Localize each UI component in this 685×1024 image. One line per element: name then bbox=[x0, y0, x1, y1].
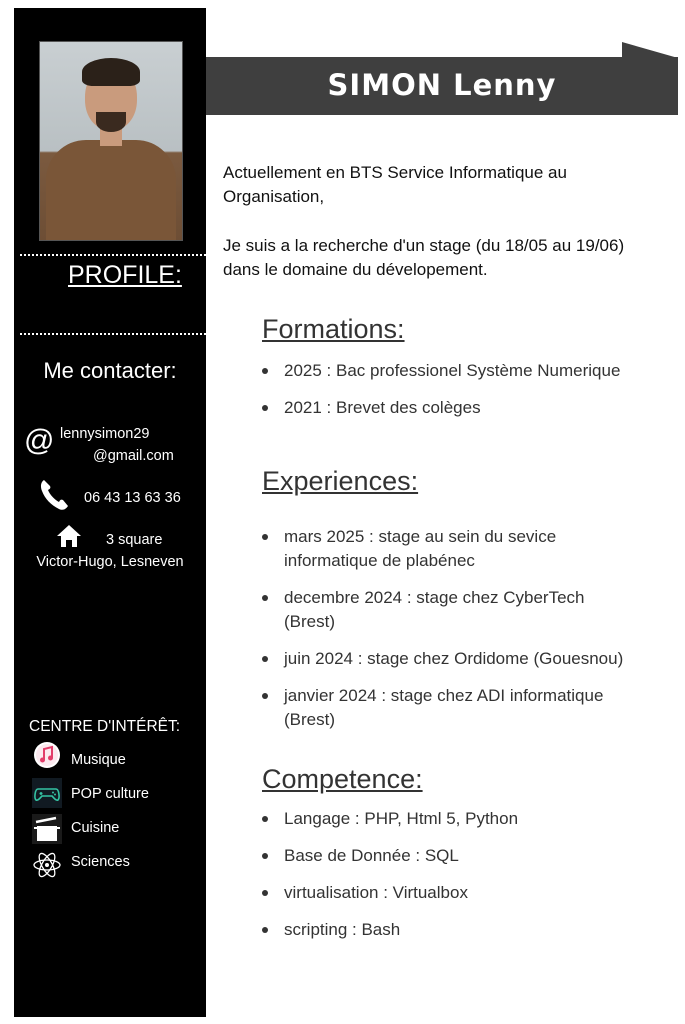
experience-line: informatique de plabénec bbox=[284, 551, 475, 570]
email-line-1: lennysimon29 bbox=[60, 426, 150, 442]
cooking-pot-icon bbox=[32, 814, 62, 844]
dotted-divider bbox=[20, 333, 206, 335]
banner-fold-tab bbox=[622, 42, 678, 58]
experience-line: (Brest) bbox=[284, 612, 335, 631]
competence-list bbox=[262, 807, 662, 942]
experiences-list bbox=[262, 525, 662, 732]
list-item bbox=[262, 647, 662, 671]
list-item: virtualisation : Virtualbox bbox=[262, 881, 662, 905]
experience-line: janvier 2024 : stage chez ADI informatique bbox=[284, 686, 604, 705]
interest-item: Cuisine bbox=[71, 820, 120, 836]
experiences-heading: Experiences: bbox=[262, 466, 419, 496]
home-icon bbox=[56, 524, 82, 548]
profile-heading: PROFILE: bbox=[68, 261, 182, 289]
profile-photo bbox=[39, 41, 183, 241]
experience-line: decembre 2024 : stage chez CyberTech bbox=[284, 588, 585, 607]
contact-heading: Me contacter: bbox=[43, 358, 177, 383]
experience-line: mars 2025 : stage au sein du sevice bbox=[284, 527, 557, 546]
list-item bbox=[262, 525, 662, 573]
formations-heading: Formations: bbox=[262, 314, 405, 344]
phone-icon bbox=[38, 476, 70, 512]
formations-list bbox=[262, 359, 662, 420]
list-item: Base de Donnée : SQL bbox=[262, 844, 662, 868]
interest-item: Sciences bbox=[71, 854, 130, 870]
phone-number: 06 43 13 63 36 bbox=[84, 490, 181, 506]
music-icon bbox=[32, 740, 62, 770]
list-item: 2021 : Brevet des colèges bbox=[262, 396, 662, 420]
list-item bbox=[262, 586, 662, 634]
interest-item: Musique bbox=[71, 752, 126, 768]
address-line-1: 3 square bbox=[106, 532, 163, 548]
gamepad-icon bbox=[32, 778, 62, 808]
competence-heading: Competence: bbox=[262, 764, 423, 794]
intro-line: Organisation, bbox=[223, 187, 325, 206]
address-line-2: Victor-Hugo, Lesneven bbox=[36, 554, 184, 570]
interests-heading: CENTRE D'INTÉRÊT: bbox=[29, 718, 181, 735]
email-line-2: @gmail.com bbox=[93, 448, 174, 464]
experience-line: juin 2024 : stage chez Ordidome (Gouesnou) bbox=[284, 649, 624, 668]
dotted-divider bbox=[20, 254, 206, 256]
intro-line: Actuellement en BTS Service Informatique au bbox=[223, 163, 567, 182]
atom-icon bbox=[32, 850, 62, 880]
person-name: SIMON Lenny bbox=[327, 68, 557, 102]
list-item: 2025 : Bac professionel Système Numerique bbox=[262, 359, 662, 383]
list-item bbox=[262, 684, 662, 732]
interest-item: POP culture bbox=[71, 786, 149, 802]
email-icon: @ bbox=[24, 424, 55, 457]
list-item: scripting : Bash bbox=[262, 918, 662, 942]
intro-line: dans le domaine du dévelopement. bbox=[223, 260, 488, 279]
intro-line: Je suis a la recherche d'un stage (du 18/05 au 19/06) bbox=[223, 236, 625, 255]
list-item: Langage : PHP, Html 5, Python bbox=[262, 807, 662, 831]
experience-line: (Brest) bbox=[284, 710, 335, 729]
sidebar bbox=[14, 8, 206, 1017]
